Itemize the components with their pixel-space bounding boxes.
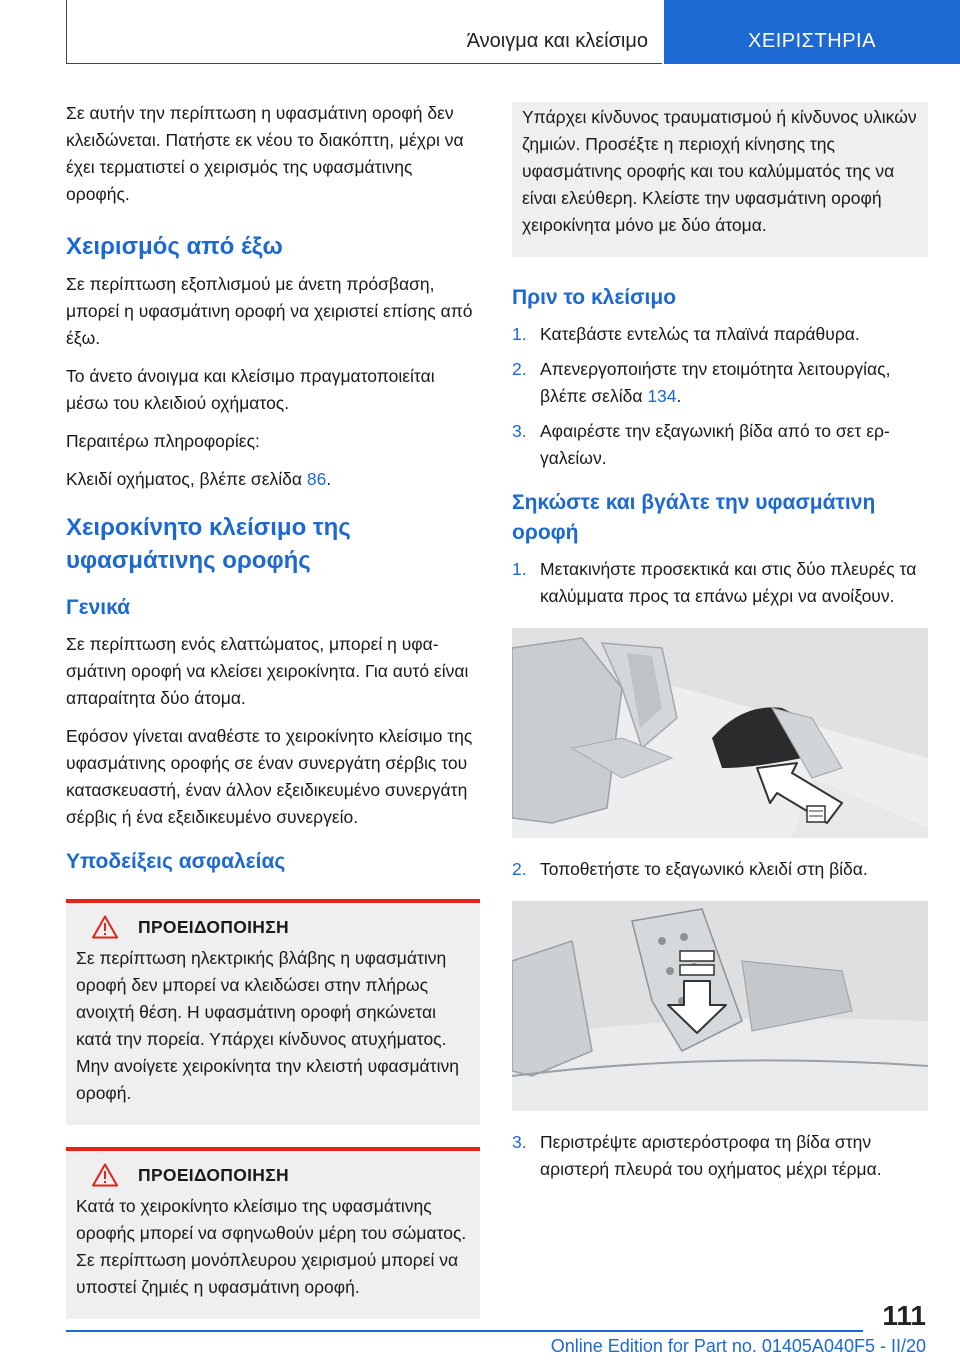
list-item [512,856,928,883]
lift-steps-list-cont2 [512,1129,928,1183]
step-text [540,356,928,410]
heading-general: Γενικά [66,596,131,619]
outside-paragraph-1: Σε περίπτωση εξοπλισμού με άνετη πρόσβαση, μπορεί η υφασμάτινη οροφή να χειριστεί επίσης από έξω. [66,274,473,348]
warning-header [76,1163,470,1187]
outside-paragraph-4 [66,466,480,493]
lift-steps-list [512,556,928,610]
warning-title: ΠΡΟΕΙΔΟΠΟΙΗΣΗ [138,1164,289,1185]
list-item [512,321,928,348]
warning-continuation-text: Υπάρχει κίνδυνος τραυματισμού ή κίνδυνος υλικών ζημιών. Προσέξτε η περιοχή κίνησης της υφασμάτινης οροφής και του καλύμματός της να είναι ελεύθερη. Κλείστε την υφασμάτινη οροφή χειροκίνητα μόνο με δύο άτομα. [522,107,917,235]
outside-paragraph-2: Το άνετο άνοιγμα και κλείσιμο πραγματοποιείται μέσω του κλειδιού οχήματος. [66,366,435,413]
step-number: 2. [512,859,527,879]
step-number: 3. [512,1132,527,1152]
warning-header [76,915,470,939]
before-steps-list [512,321,928,472]
heading-manual-closing: Χειροκίνητο κλείσιμο της υφασμάτινης οροφής [66,514,351,574]
heading-lift-remove-roof: Σηκώστε και βγάλτε την υφασμάτινη οροφή [512,491,876,544]
step-text: Περιστρέψτε αριστερόστροφα τη βίδα στην αριστερή πλευρά του οχήματος μέχρι τέρμα. [540,1132,882,1179]
step-number: 3. [512,421,527,441]
page-number: 111 [882,1300,926,1331]
figure-hex-key [512,901,928,1111]
heading-safety-notes: Υποδείξεις ασφαλείας [66,850,286,873]
reference-end: . [326,469,332,489]
step-text: Αφαιρέστε την εξαγωνική βίδα από το σετ εργαλείων. [540,421,890,468]
illustration-cover-lift [512,628,928,838]
outside-paragraph-3: Περαιτέρω πληροφορίες: [66,431,260,451]
general-paragraph-1: Σε περίπτωση ενός ελαττώματος, μπορεί η υφασμάτινη οροφή να κλείσει χειροκίνητα. Για αυτό είναι απαραίτητα δύο άτομα. [66,634,469,708]
page-reference-link[interactable]: 86 [306,469,327,489]
step-number: 1. [512,324,527,344]
warning-box-2 [66,1147,480,1319]
step-text: Κατεβάστε εντελώς τα πλαϊνά παράθυρα. [540,324,860,344]
list-item [512,356,928,410]
lift-steps-list-cont [512,856,928,883]
step-number: 1. [512,559,527,579]
right-column [512,102,928,1195]
header-section-title: Άνοιγμα και κλείσιμο [466,30,648,52]
heading-outside-operation: Χειρισμός από έξω [66,233,283,260]
page-reference-link[interactable]: 134 [647,386,677,406]
intro-paragraph: Σε αυτήν την περίπτωση η υφασμάτινη οροφή δεν κλειδώνεται. Πατήστε εκ νέου το διακόπτη, μέχρι να έχει τερματιστεί ο χειρισμός της υφασμάτινης οροφής. [66,103,464,204]
list-item [512,556,928,610]
left-column [66,100,480,1319]
heading-before-closing: Πριν το κλείσιμο [512,286,677,309]
header-chapter-tab [664,0,960,64]
step-text: Τοποθετήστε το εξαγωνικό κλειδί στη βίδα. [540,859,868,879]
footer-edition: Online Edition for Part no. 01405A040F5 - II/20 [550,1336,926,1356]
reference-end: . [676,386,682,406]
step-text-body: Απενεργοποιήστε την ετοιμότητα λειτουργίας, βλέπε σελίδα [540,359,891,406]
step-number: 2. [512,359,527,379]
header-section-tab [66,0,662,64]
warning-text: Κατά το χειροκίνητο κλείσιμο της υφασμάτινης οροφής μπορεί να σφηνωθούν μέρη του σώματος. Σε περίπτωση μονόπλευρου χειρισμού μπορεί να υποστεί ζημιές η υφασμάτινη οροφή. [76,1196,467,1297]
page-header [66,0,960,64]
warning-continuation [512,102,928,257]
warning-triangle-icon [92,1163,118,1187]
header-chapter-title: ΧΕΙΡΙΣΤΗΡΙΑ [748,30,876,52]
list-item [512,418,928,472]
figure-cover-lift [512,628,928,838]
list-item [512,1129,928,1183]
warning-box-1 [66,899,480,1125]
warning-text: Σε περίπτωση ηλεκτρικής βλάβης η υφασμάτινη οροφή δεν μπορεί να κλειδώσει στην πλήρως ανοιχτή θέση. Η υφασμάτινη οροφή σηκώνεται κατά την πορεία. Υπάρχει κίνδυνος ατυχήματος. Μην ανοίγετε χειροκίνητα την κλειστή υφασμάτινη οροφή. [76,948,459,1103]
warning-title: ΠΡΟΕΙΔΟΠΟΙΗΣΗ [138,916,289,937]
warning-triangle-icon [92,915,118,939]
footer-divider [66,1330,863,1332]
reference-text: Κλειδί οχήματος, βλέπε σελίδα [66,469,307,489]
illustration-hex-key [512,901,928,1111]
general-paragraph-2: Εφόσον γίνεται αναθέστε το χειροκίνητο κλείσιμο της υφασμάτινης οροφής σε έναν συνεργάτη σέρβις του κατασκευαστή, έναν άλλον εξειδικευμένο συνεργάτη σέρβις ή ένα εξειδικευμένο συνεργείο. [66,726,473,827]
step-text: Μετακινήστε προσεκτικά και στις δύο πλευρές τα καλύμματα προς τα επάνω μέχρι να ανοίξουν. [540,559,917,606]
